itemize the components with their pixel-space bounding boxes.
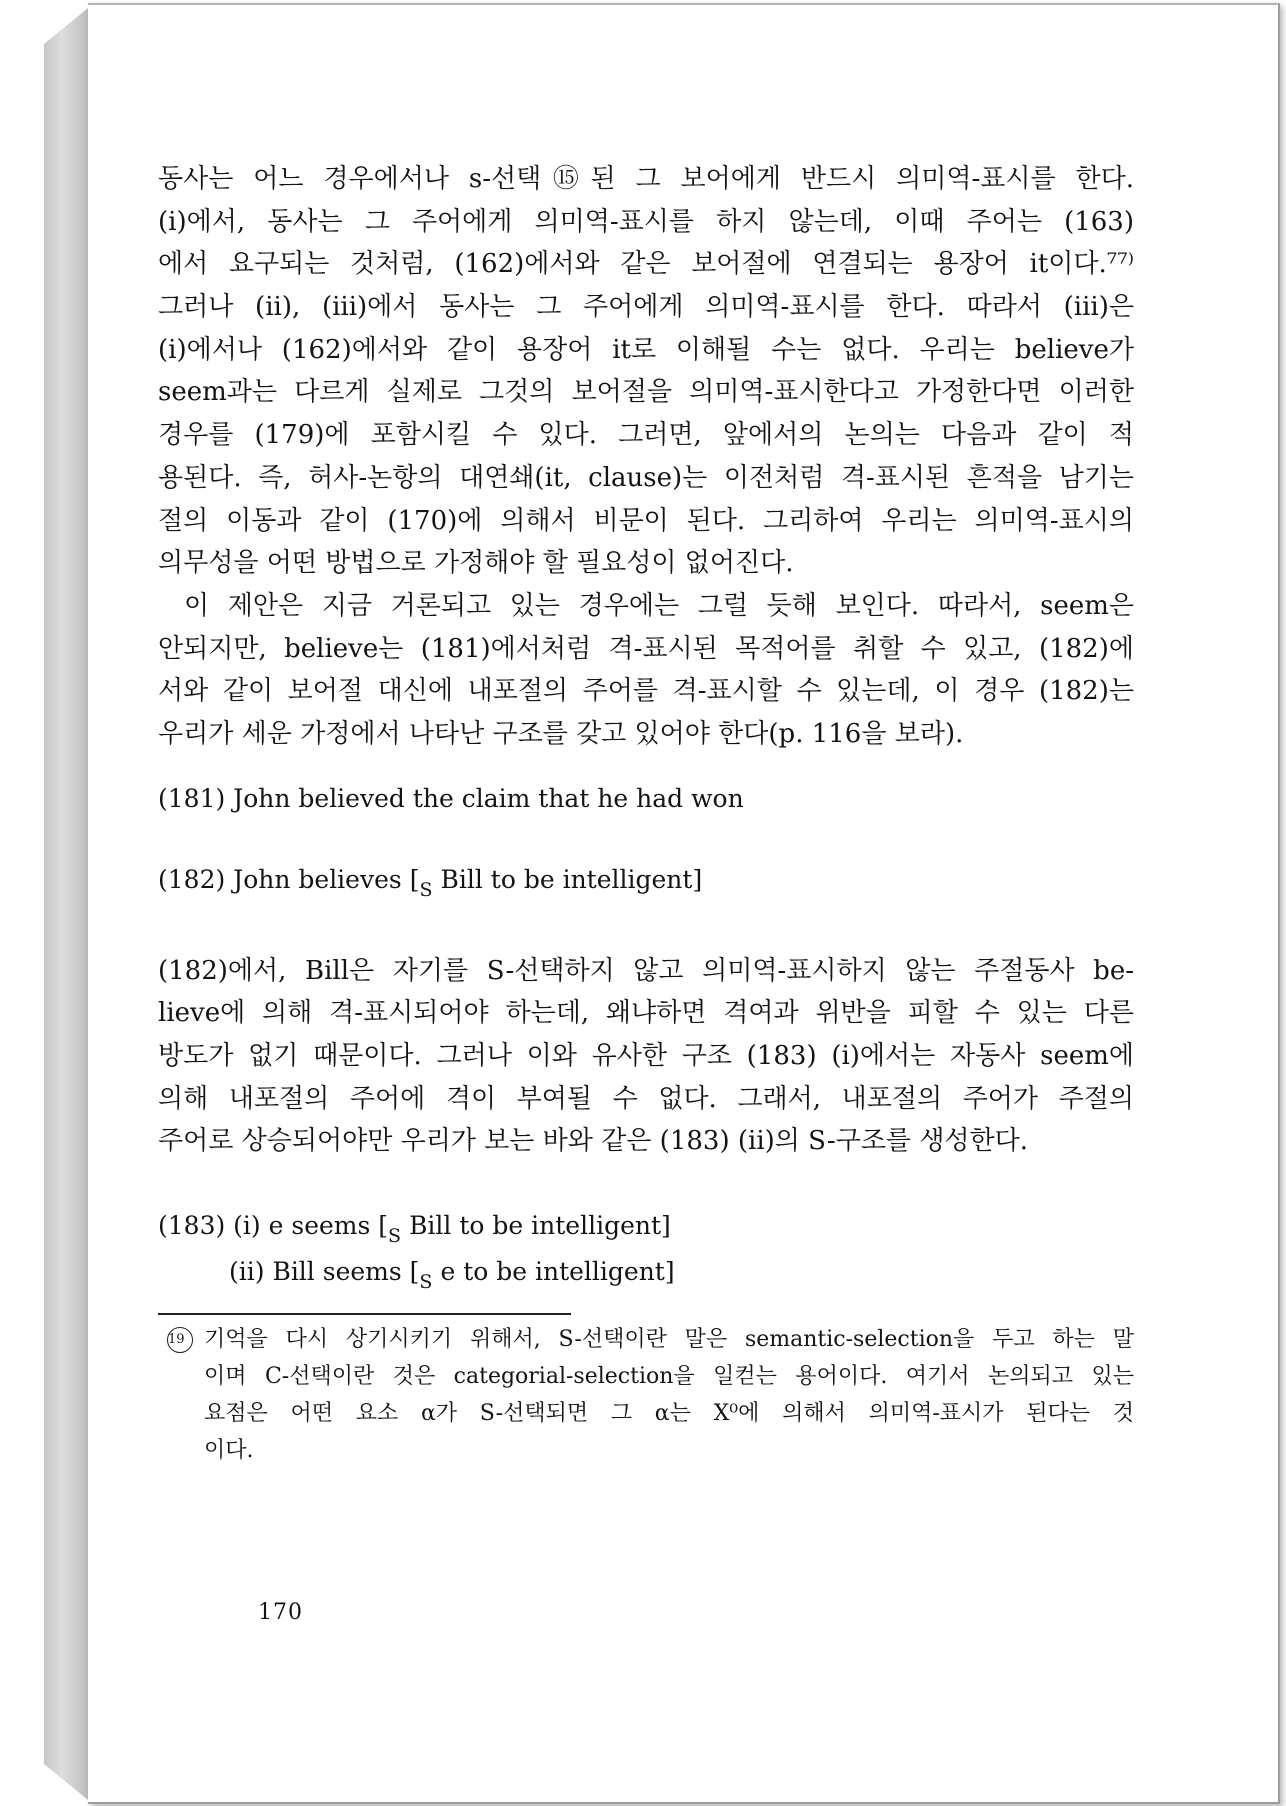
text-line: 이 제안은 지금 거론되고 있는 경우에는 그럴 듯해 보인다. 따라서, seem은 (184, 590, 1134, 621)
text-line: 절의 이동과 같이 (170)에 의해서 비문이 된다. 그리하여 우리는 의미역-표시의 (158, 505, 1134, 536)
footnote-line: 이다. (204, 1438, 254, 1464)
text-line: 의해 내포절의 주어에 격이 부여될 수 없다. 그래서, 내포절의 주어가 주절의 (158, 1083, 1134, 1114)
text-line: 동사는 어느 경우에서나 s-선택⑮된 그 보어에게 반드시 의미역-표시를 한다. (158, 164, 1134, 194)
footnote-line: 이며 C-선택이란 것은 categorial-selection을 일컫는 용어이다. 여기서 논의되고 있는 (204, 1364, 1134, 1390)
page-number: 170 (258, 1600, 303, 1625)
paragraph-3 (158, 950, 1134, 1163)
example-182 (158, 864, 1134, 901)
s-subscript: S (388, 1225, 402, 1248)
text-line: 우리가 세운 가정에서 나타난 구조를 갖고 있어야 한다(p. 116을 보라). (158, 718, 964, 749)
example-182-body: Bill to be intelligent (440, 864, 693, 894)
text-line: 용된다. 즉, 허사-논항의 대연쇄(it, clause)는 이전처럼 격-표시된 흔적을 남기는 (158, 462, 1134, 493)
example-183-ii-prefix: (ii) Bill seems (229, 1257, 410, 1287)
bracket-open: [ (409, 864, 420, 894)
text-line: 방도가 없기 때문이다. 그러나 이와 유사한 구조 (183) (i)에서는 자동사 seem에 (158, 1041, 1134, 1071)
example-183-i (158, 1203, 1134, 1249)
example-183-ii (158, 1249, 1134, 1295)
book-spine (44, 8, 88, 1800)
footnote (158, 1321, 1134, 1469)
text-line: (182)에서, Bill은 자기를 S-선택하지 않고 의미역-표시하지 않는 주절동사 be- (158, 955, 1134, 986)
example-183-i-body: Bill to be intelligent (409, 1211, 662, 1241)
text-line: 주어로 상승되어야만 우리가 보는 바와 같은 (183) (ii)의 S-구조를 생성한다. (158, 1126, 1029, 1157)
bracket-open: [ (378, 1211, 389, 1241)
text-line: 에서 요구되는 것처럼, (162)에서와 같은 보어절에 연결되는 용장어 it이다.⁷⁷⁾ (158, 249, 1134, 280)
paragraph-2 (158, 585, 1134, 756)
s-subscript: S (419, 878, 433, 901)
bracket-close: ] (661, 1211, 671, 1241)
example-182-prefix: (182) John believes (158, 864, 410, 894)
text-line: 서와 같이 보어절 대신에 내포절의 주어를 격-표시할 수 있는데, 이 경우 (182)는 (158, 676, 1134, 707)
text-line: 의무성을 어떤 방법으로 가정해야 할 필요성이 없어진다. (158, 548, 794, 579)
example-181: (181) John believed the claim that he had won (158, 783, 744, 813)
footnote-line: 요점은 어떤 요소 α가 S-선택되면 그 α는 X⁰에 의해서 의미역-표시가 된다는 것 (204, 1401, 1134, 1427)
text-line: 안되지만, believe는 (181)에서처럼 격-표시된 목적어를 취할 수 있고, (182)에 (158, 633, 1134, 664)
bracket-close: ] (692, 864, 703, 894)
text-line: 경우를 (179)에 포함시킬 수 있다. 그러면, 앞에서의 논의는 다음과 같이 적 (158, 420, 1134, 451)
example-183 (158, 1203, 1134, 1295)
example-183-ii-body: e to be intelligent (440, 1257, 665, 1287)
s-subscript: S (419, 1271, 433, 1294)
footnote-marker: 19 (167, 1327, 193, 1353)
footnote-divider (158, 1313, 571, 1315)
paragraph-1 (158, 158, 1134, 585)
text-line: (i)에서, 동사는 그 주어에게 의미역-표시를 하지 않는데, 이때 주어는 (163) (158, 206, 1134, 237)
footnote-line (158, 1321, 1134, 1358)
text-line: (i)에서나 (162)에서와 같이 용장어 it로 이해될 수는 없다. 우리는 believe가 (158, 334, 1134, 365)
text-line: lieve에 의해 격-표시되어야 하는데, 왜냐하면 격여과 위반을 피할 수 있는 다른 (158, 998, 1134, 1029)
text-line: seem과는 다르게 실제로 그것의 보어절을 의미역-표시한다고 가정한다면 이러한 (158, 377, 1134, 408)
page-content (158, 158, 1134, 1469)
example-183-i-prefix: (183) (i) e seems (158, 1211, 379, 1241)
bracket-open: [ (409, 1257, 420, 1287)
footnote-line-text: 기억을 다시 상기시키기 위해서, S-선택이란 말은 semantic-selection을 두고 하는 말 (204, 1327, 1134, 1353)
text-line: 그러나 (ii), (iii)에서 동사는 그 주어에게 의미역-표시를 한다. 따라서 (iii)은 (158, 292, 1134, 323)
bracket-close: ] (664, 1257, 675, 1287)
